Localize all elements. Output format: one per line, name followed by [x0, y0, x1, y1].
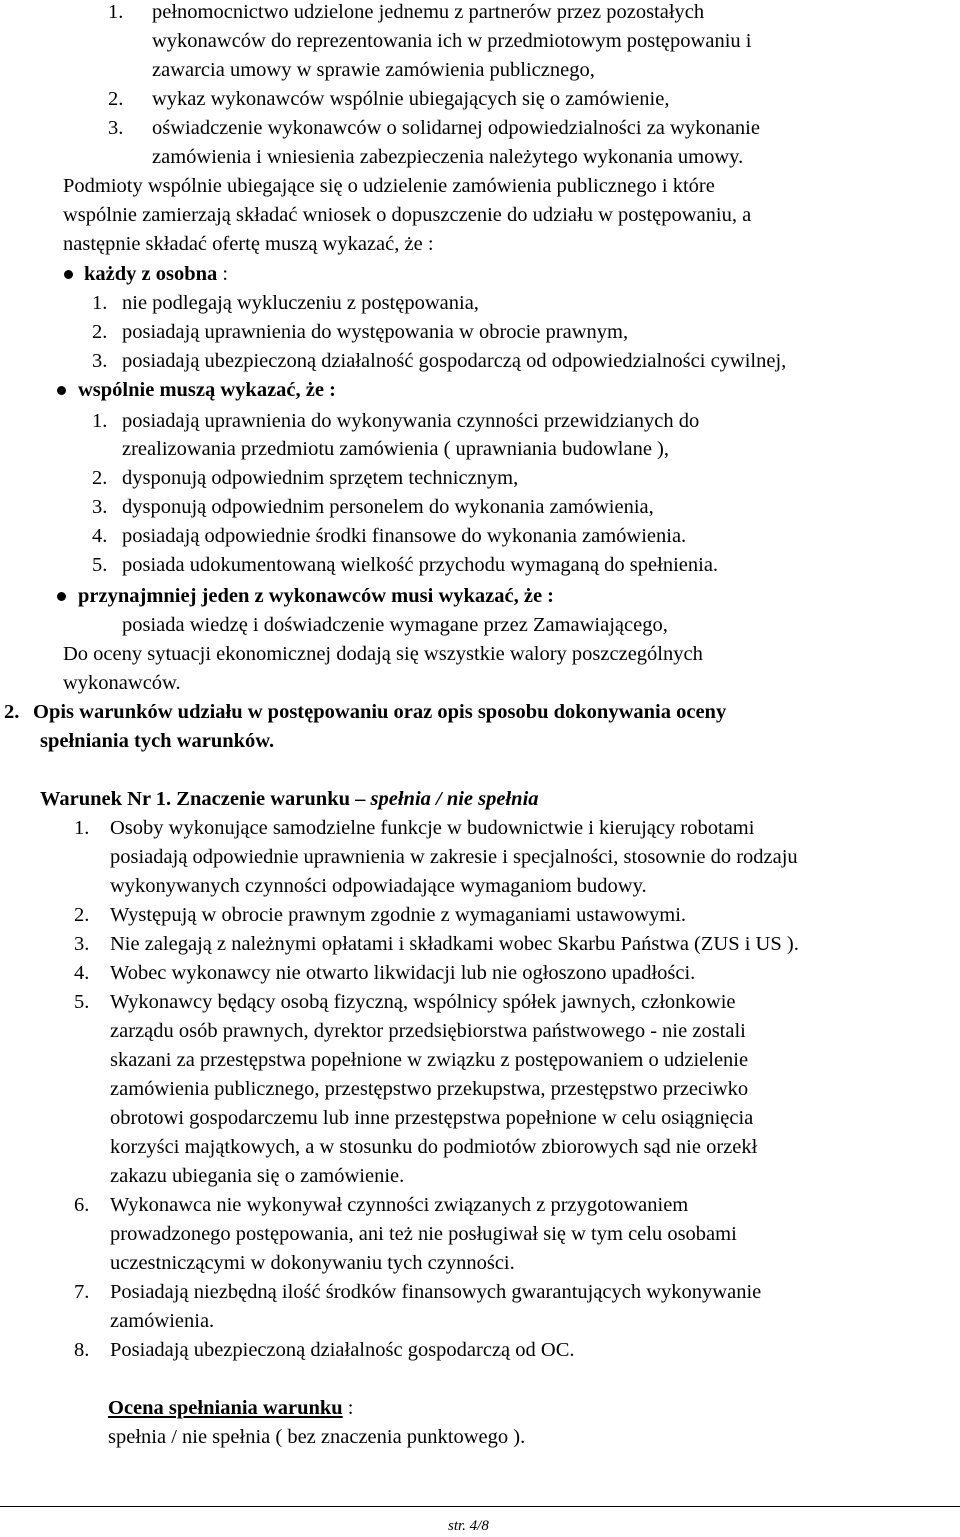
list-item-line: zamówienia i wniesienia zabezpieczenia należytego wykonania umowy. — [152, 146, 744, 168]
list-item-line: zawarcia umowy w sprawie zamówienia publicznego, — [152, 59, 595, 81]
list-item-line: Wobec wykonawcy nie otwarto likwidacji lub nie ogłoszono upadłości. — [110, 962, 696, 984]
list-item-line: obrotowi gospodarczemu lub inne przestępstwa popełnione w celu osiągnięcia — [110, 1107, 754, 1129]
list-number: 2. — [92, 467, 108, 489]
list-item-line: wykaz wykonawców wspólnie ubiegających się o zamówienie, — [152, 88, 670, 110]
assessment-label-suffix: : — [342, 1397, 354, 1419]
condition-title — [40, 785, 539, 813]
list-item-line: zamówienia publicznego, przestępstwo przekupstwa, przestępstwo przeciwko — [110, 1078, 749, 1100]
note-line: Do oceny sytuacji ekonomicznej dodają się wszystkie walory poszczególnych — [63, 643, 703, 665]
list-number: 3. — [108, 117, 124, 139]
list-number: 3. — [74, 933, 90, 955]
list-number: 8. — [74, 1339, 90, 1361]
list-item-line: oświadczenie wykonawców o solidarnej odpowiedzialności za wykonanie — [152, 117, 760, 139]
list-number: 4. — [74, 962, 90, 984]
list-item-line: zarządu osób prawnych, dyrektor przedsiębiorstwa państwowego - nie zostali — [110, 1020, 746, 1042]
list-item-line: posiadają uprawnienia do występowania w obrocie prawnym, — [122, 321, 629, 343]
list-item-line: wykonywanych czynności odpowiadające wymaganiom budowy. — [110, 875, 647, 897]
paragraph-line: następnie składać ofertę muszą wykazać, że : — [63, 233, 434, 255]
list-number: 1. — [92, 410, 108, 432]
list-item-line: Posiadają niezbędną ilość środków finansowych gwarantujących wykonywanie — [110, 1281, 762, 1303]
list-item-line: posiadają odpowiednie środki finansowe do wykonania zamówienia. — [122, 525, 687, 547]
list-item-line: skazani za przestępstwa popełnione w związku z postępowaniem o udzielenie — [110, 1049, 749, 1071]
list-item-line: dysponują odpowiednim personelem do wykonania zamówienia, — [122, 496, 654, 518]
bullet-icon — [57, 386, 66, 395]
bullet-icon — [64, 270, 73, 279]
requirement-line: posiada wiedzę i doświadczenie wymagane przez Zamawiającego, — [122, 614, 668, 636]
assessment-label — [108, 1394, 354, 1422]
list-item-line: zakazu ubiegania się o zamówienie. — [110, 1165, 405, 1187]
list-item-line: Nie zalegają z należnymi opłatami i składkami wobec Skarbu Państwa (ZUS i US ). — [110, 933, 799, 955]
list-number: 5. — [92, 554, 108, 576]
list-number: 2. — [92, 321, 108, 343]
section-heading: wspólnie muszą wykazać, że : — [78, 379, 336, 401]
list-number: 7. — [74, 1281, 90, 1303]
list-number: 4. — [92, 525, 108, 547]
list-number: 1. — [108, 1, 124, 23]
list-item-line: zrealizowania przedmiotu zamówienia ( uprawniania budowlane ), — [122, 438, 670, 460]
note-line: wykonawców. — [63, 672, 181, 694]
list-item-line: pełnomocnictwo udzielone jednemu z partnerów przez pozostałych — [152, 1, 705, 23]
heading-suffix: : — [217, 263, 229, 285]
condition-title-italic: spełnia / nie spełnia — [370, 788, 539, 810]
list-number: 3. — [92, 496, 108, 518]
list-number: 3. — [92, 350, 108, 372]
paragraph-line: Podmioty wspólnie ubiegające się o udzielenie zamówienia publicznego i które — [63, 175, 715, 197]
list-item-line: prowadzonego postępowania, ani też nie posługiwał się w tym celu osobami — [110, 1223, 737, 1245]
paragraph-line: wspólnie zamierzają składać wniosek o dopuszczenie do udziału w postępowaniu, a — [63, 204, 752, 226]
list-item-line: Wykonawcy będący osobą fizyczną, wspólnicy spółek jawnych, członkowie — [110, 991, 736, 1013]
list-item-line: Osoby wykonujące samodzielne funkcje w budownictwie i kierujący robotami — [110, 817, 755, 839]
assessment-label-text: Ocena spełniania warunku — [108, 1397, 343, 1419]
list-number: 1. — [74, 817, 90, 839]
list-item-line: uczestniczącymi w dokonywaniu tych czynności. — [110, 1252, 515, 1274]
list-item-line: posiadają uprawnienia do wykonywania czynności przewidzianych do — [122, 410, 700, 432]
heading-text: każdy z osobna — [84, 263, 218, 285]
section-number: 2. — [4, 701, 20, 723]
section-title-line: spełniania tych warunków. — [40, 730, 275, 752]
list-number: 2. — [108, 88, 124, 110]
section-heading: przynajmniej jeden z wykonawców musi wykazać, że : — [78, 585, 554, 607]
section-title-line: Opis warunków udziału w postępowaniu oraz opis sposobu dokonywania oceny — [33, 701, 727, 723]
section-heading — [84, 260, 228, 288]
list-item-line: posiadają odpowiednie uprawnienia w zakresie i specjalności, stosownie do rodzaju — [110, 846, 798, 868]
list-item-line: Wykonawca nie wykonywał czynności związanych z przygotowaniem — [110, 1194, 689, 1216]
list-item-line: wykonawców do reprezentowania ich w przedmiotowym postępowaniu i — [152, 30, 752, 52]
list-number: 6. — [74, 1194, 90, 1216]
list-number: 5. — [74, 991, 90, 1013]
list-item-line: korzyści majątkowych, a w stosunku do podmiotów zbiorowych sąd nie orzekł — [110, 1136, 758, 1158]
footer-divider — [0, 1506, 960, 1507]
list-item-line: posiada udokumentowaną wielkość przychodu wymaganą do spełnienia. — [122, 554, 719, 576]
list-number: 1. — [92, 292, 108, 314]
list-number: 2. — [74, 904, 90, 926]
bullet-icon — [57, 592, 66, 601]
list-item-line: nie podlegają wykluczeniu z postępowania, — [122, 292, 479, 314]
page-number: str. 4/8 — [448, 1518, 489, 1534]
list-item-line: zamówienia. — [110, 1310, 215, 1332]
list-item-line: posiadają ubezpieczoną działalność gospodarczą od odpowiedzialności cywilnej, — [122, 350, 787, 372]
condition-title-bold: Warunek Nr 1. Znaczenie warunku – — [40, 788, 371, 810]
list-item-line: dysponują odpowiednim sprzętem technicznym, — [122, 467, 519, 489]
list-item-line: Posiadają ubezpieczoną działalnośc gospodarczą od OC. — [110, 1339, 575, 1361]
list-item-line: Występują w obrocie prawnym zgodnie z wymaganiami ustawowymi. — [110, 904, 687, 926]
assessment-value: spełnia / nie spełnia ( bez znaczenia punktowego ). — [108, 1426, 526, 1448]
